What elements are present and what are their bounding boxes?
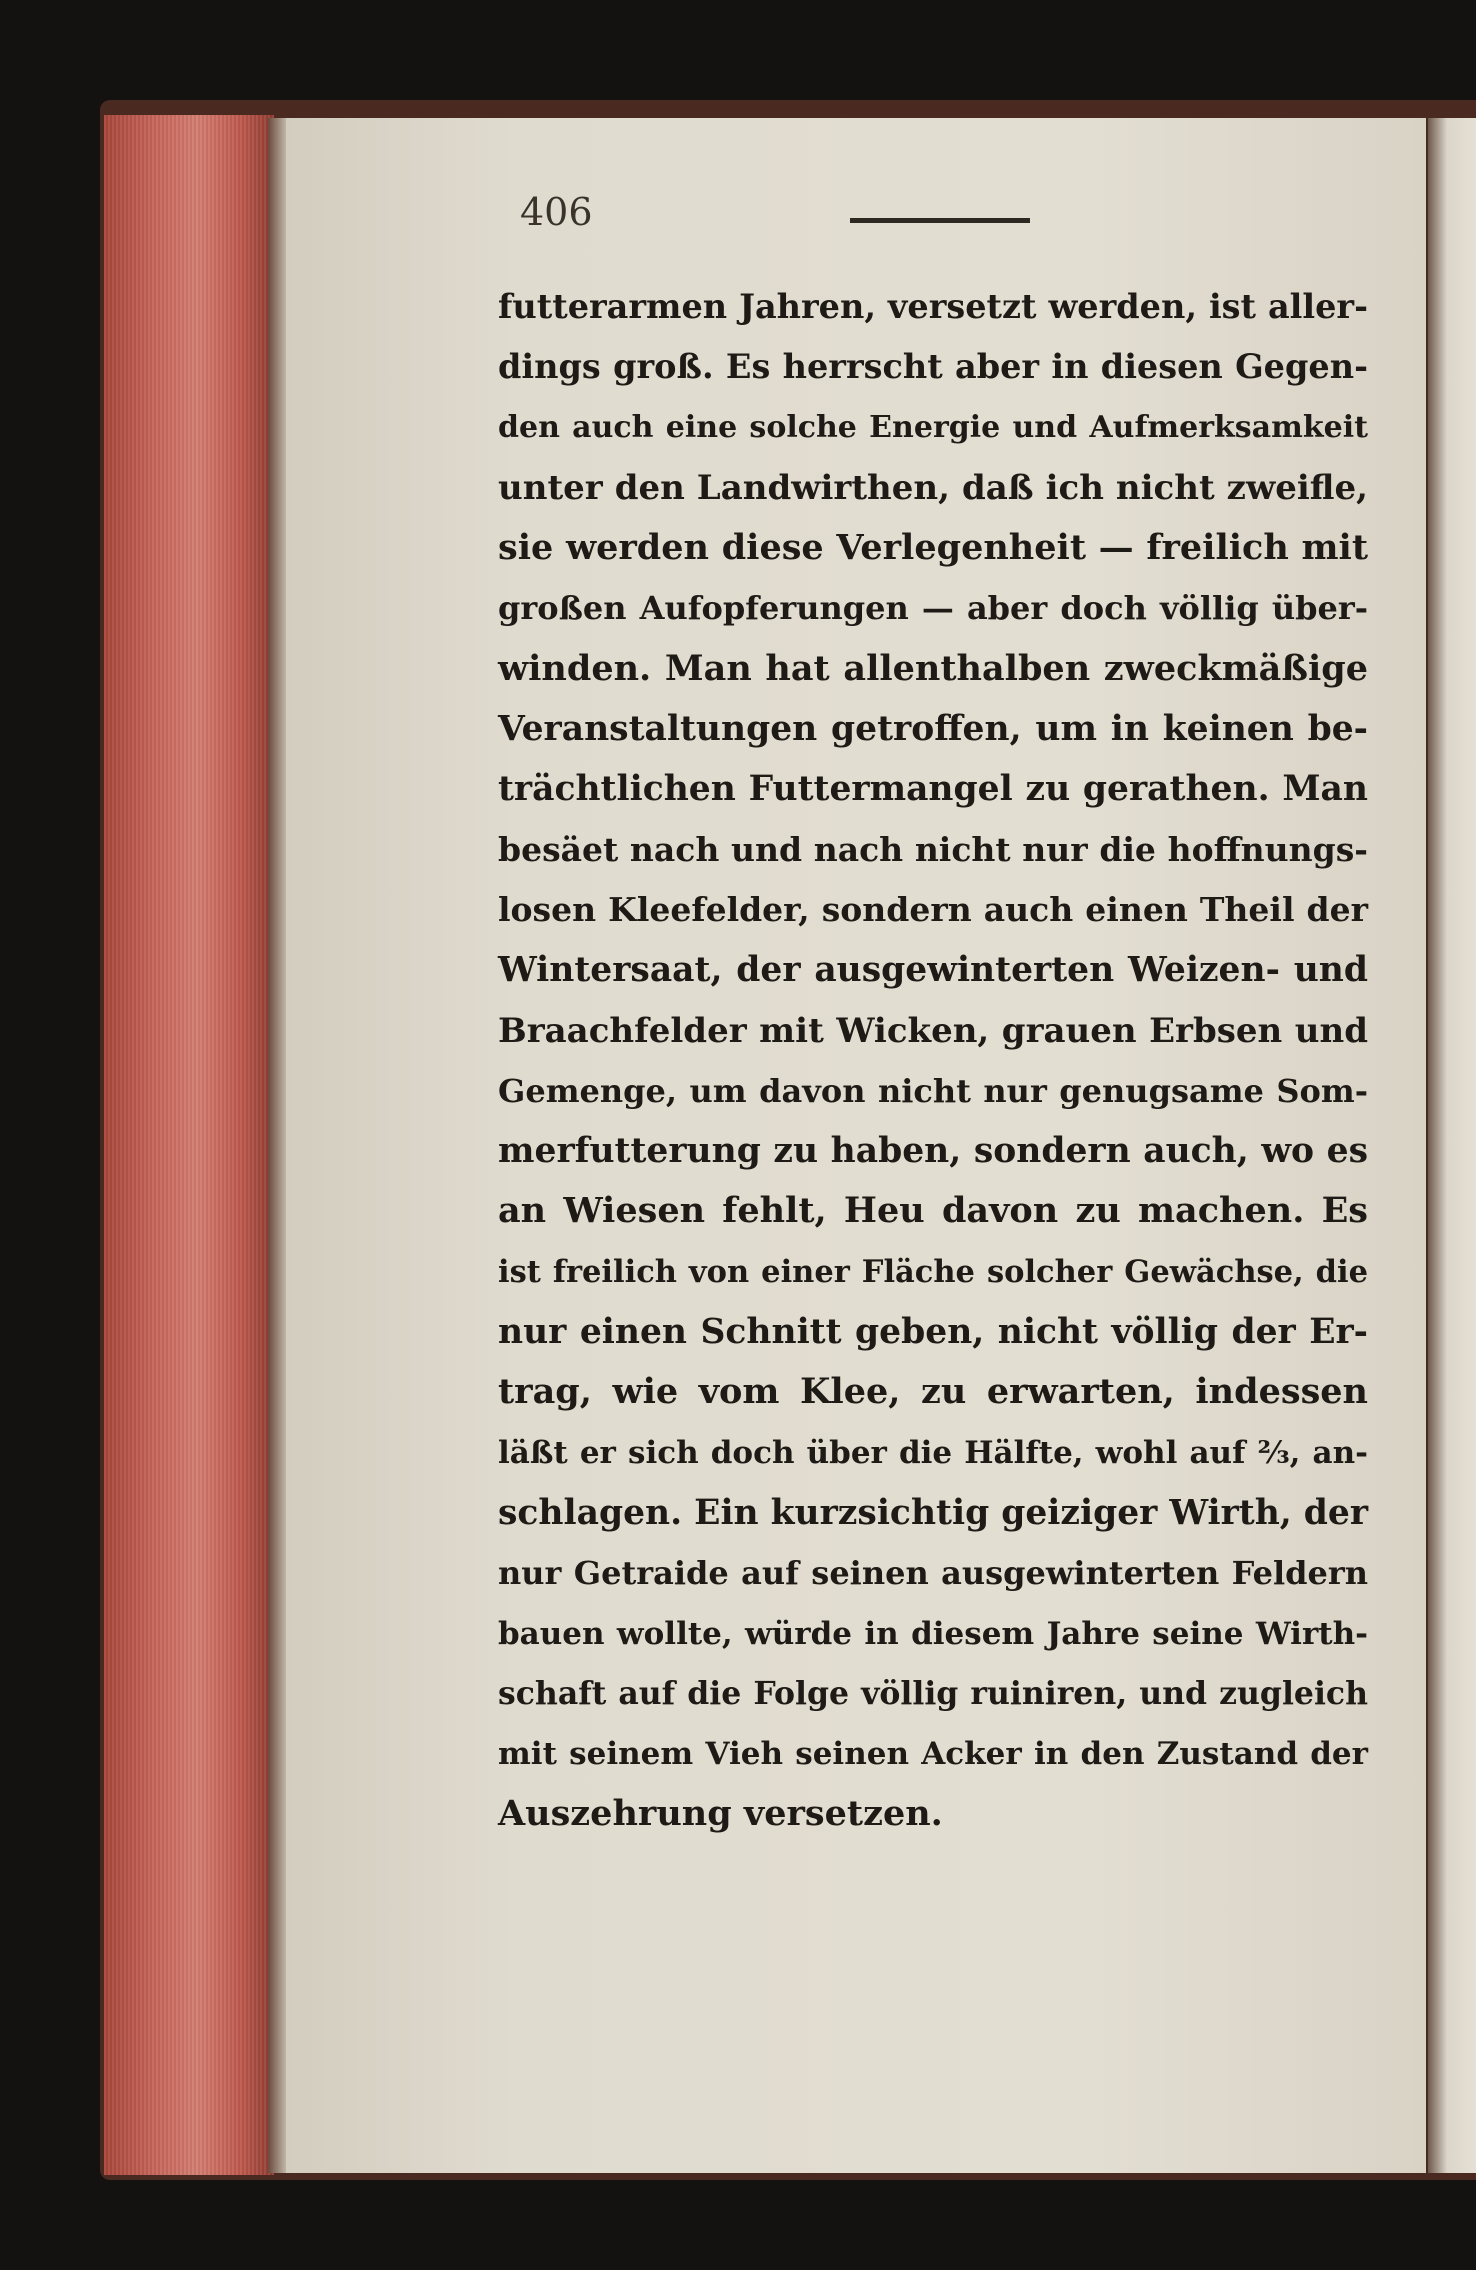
text-line: ist freilich von einer Fläche solcher Gewächse, die	[498, 1253, 1368, 1290]
text-line: unter den Landwirthen, daß ich nicht zweifle,	[498, 467, 1368, 508]
text-line: trächtlichen Futtermangel zu gerathen. Man	[498, 769, 1368, 810]
text-line: bauen wollte, würde in diesem Jahre seine Wirth-	[498, 1615, 1368, 1652]
text-line: besäet nach und nach nicht nur die hoffnungs-	[498, 829, 1368, 869]
text-line: nur Getraide auf seinen ausgewinterten Feldern	[498, 1554, 1368, 1593]
text-line: nur einen Schnitt geben, nicht völlig der Er-	[498, 1312, 1368, 1353]
text-line: an Wiesen fehlt, Heu davon zu machen. Es	[498, 1190, 1368, 1232]
page-header	[520, 190, 1040, 250]
text-line: Wintersaat, der ausgewinterten Weizen- und	[498, 950, 1368, 991]
text-line: schlagen. Ein kurzsichtig geiziger Wirth, der	[498, 1492, 1369, 1533]
text-line: großen Aufopferungen — aber doch völlig über-	[498, 589, 1368, 628]
facing-page-edge	[1428, 118, 1476, 2173]
header-rule	[850, 218, 1030, 223]
text-line: merfutterung zu haben, sondern auch, wo es	[498, 1131, 1368, 1172]
text-line: dings groß. Es herrscht aber in diesen Gegen-	[498, 347, 1368, 387]
text-line: winden. Man hat allenthalben zweckmäßige	[498, 647, 1368, 689]
text-line: sie werden diese Verlegenheit — freilich mit	[498, 527, 1368, 569]
text-line: Auszehrung versetzen.	[498, 1793, 943, 1835]
page-number: 406	[520, 190, 593, 234]
text-line: den auch eine solche Energie und Aufmerksamkeit	[498, 409, 1368, 445]
text-line: Veranstaltungen getroffen, um in keinen be-	[498, 709, 1368, 750]
text-line: futterarmen Jahren, versetzt werden, ist aller-	[498, 287, 1368, 326]
text-line: mit seinem Vieh seinen Acker in den Zustand der	[498, 1736, 1368, 1773]
text-line: Gemenge, um davon nicht nur genugsame Som-	[498, 1071, 1368, 1110]
text-line: Braachfelder mit Wicken, grauen Erbsen und	[498, 1010, 1368, 1051]
page-edges	[104, 115, 274, 2175]
text-line: trag, wie vom Klee, zu erwarten, indessen	[498, 1371, 1368, 1413]
text-line: schaft auf die Folge völlig ruiniren, und zugleich	[498, 1674, 1368, 1712]
text-line: losen Kleefelder, sondern auch einen Theil der	[498, 889, 1368, 929]
body-text	[498, 277, 1368, 1845]
text-line: läßt er sich doch über die Hälfte, wohl auf ⅔, an-	[498, 1434, 1368, 1471]
page-gutter	[268, 118, 288, 2173]
